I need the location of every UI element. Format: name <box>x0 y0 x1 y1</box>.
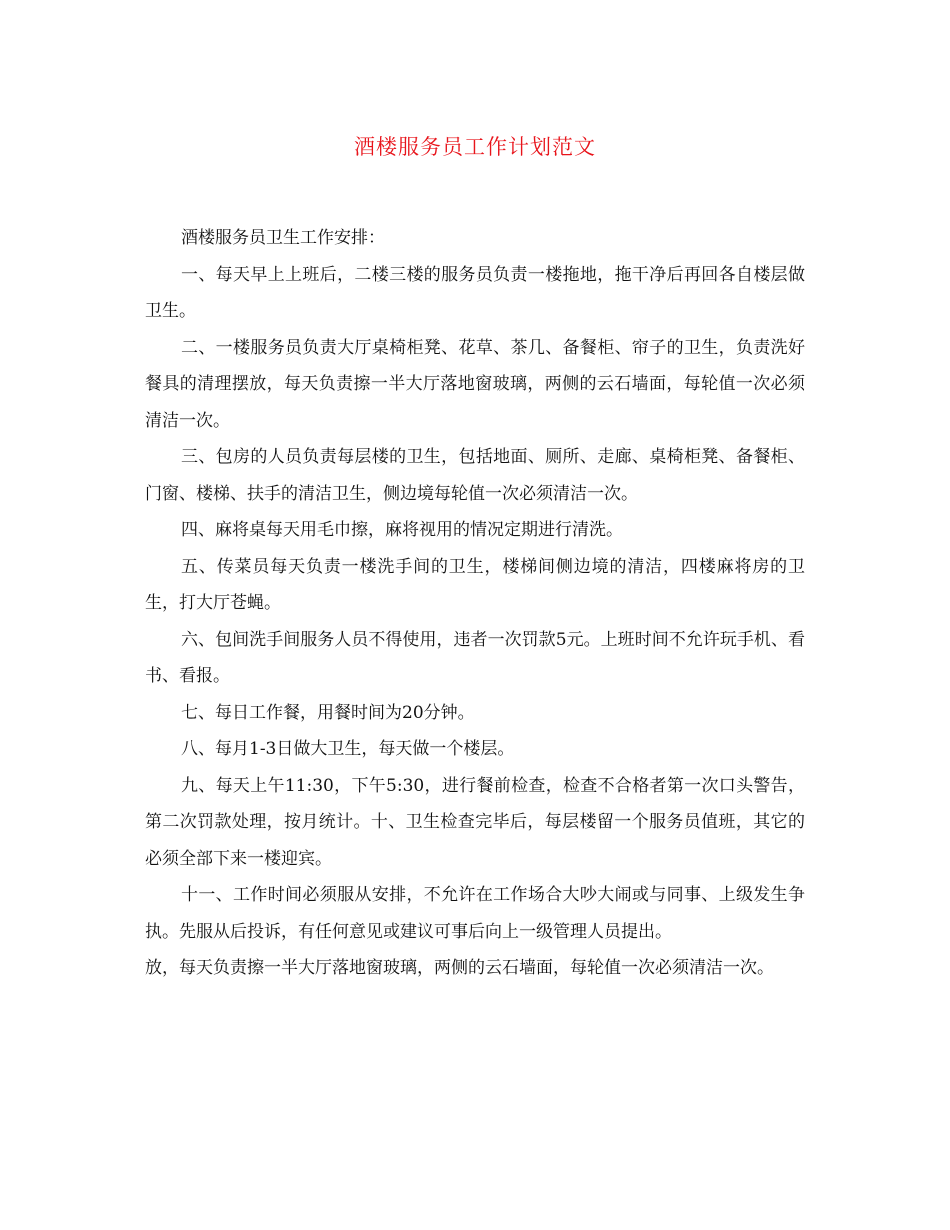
paragraph-item-7: 七、每日工作餐，用餐时间为20分钟。 <box>181 702 475 723</box>
document-title: 酒楼服务员工作计划范文 <box>354 135 596 159</box>
paragraph-item-3: 三、包房的人员负责每层楼的卫生，包括地面、厕所、走廊、桌椅柜凳、备餐柜、门窗、楼梯、扶手的清洁卫生，侧边境每轮值一次必须清洁一次。 <box>145 447 805 504</box>
paragraph-item-5: 五、传菜员每天负责一楼洗手间的卫生，楼梯间侧边境的清洁，四楼麻将房的卫生，打大厅苍蝇。 <box>145 556 805 613</box>
paragraph-item-6: 六、包间洗手间服务人员不得使用，违者一次罚款5元。上班时间不允许玩手机、看书、看报。 <box>145 629 805 686</box>
paragraph-trailing: 放，每天负责擦一半大厅落地窗玻璃，两侧的云石墙面，每轮值一次必须清洁一次。 <box>145 958 774 978</box>
document-body <box>145 220 805 987</box>
paragraph-item-8: 八、每月1-3日做大卫生，每天做一个楼层。 <box>181 739 515 759</box>
paragraph-item-11: 十一、工作时间必须服从安排，不允许在工作场合大吵大闹或与同事、上级发生争执。先服从后投诉，有任何意见或建议可事后向上一级管理人员提出。 <box>145 885 805 942</box>
paragraph-intro: 酒楼服务员卫生工作安排： <box>181 228 385 248</box>
paragraph-item-1: 一、每天早上上班后，二楼三楼的服务员负责一楼拖地，拖干净后再回各自楼层做卫生。 <box>145 264 805 321</box>
paragraph-item-4: 四、麻将桌每天用毛巾擦，麻将视用的情况定期进行清洗。 <box>181 520 623 540</box>
paragraph-item-9-10: 九、每天上午11:30，下午5:30，进行餐前检查，检查不合格者第一次口头警告，第二次罚款处理，按月统计。十、卫生检查完毕后，每层楼留一个服务员值班，其它的必须全部下来一楼迎宾。 <box>145 775 805 869</box>
paragraph-item-2: 二、一楼服务员负责大厅桌椅柜凳、花草、茶几、备餐柜、帘子的卫生，负责洗好餐具的清理摆放，每天负责擦一半大厅落地窗玻璃，两侧的云石墙面，每轮值一次必须清洁一次。 <box>145 337 805 431</box>
